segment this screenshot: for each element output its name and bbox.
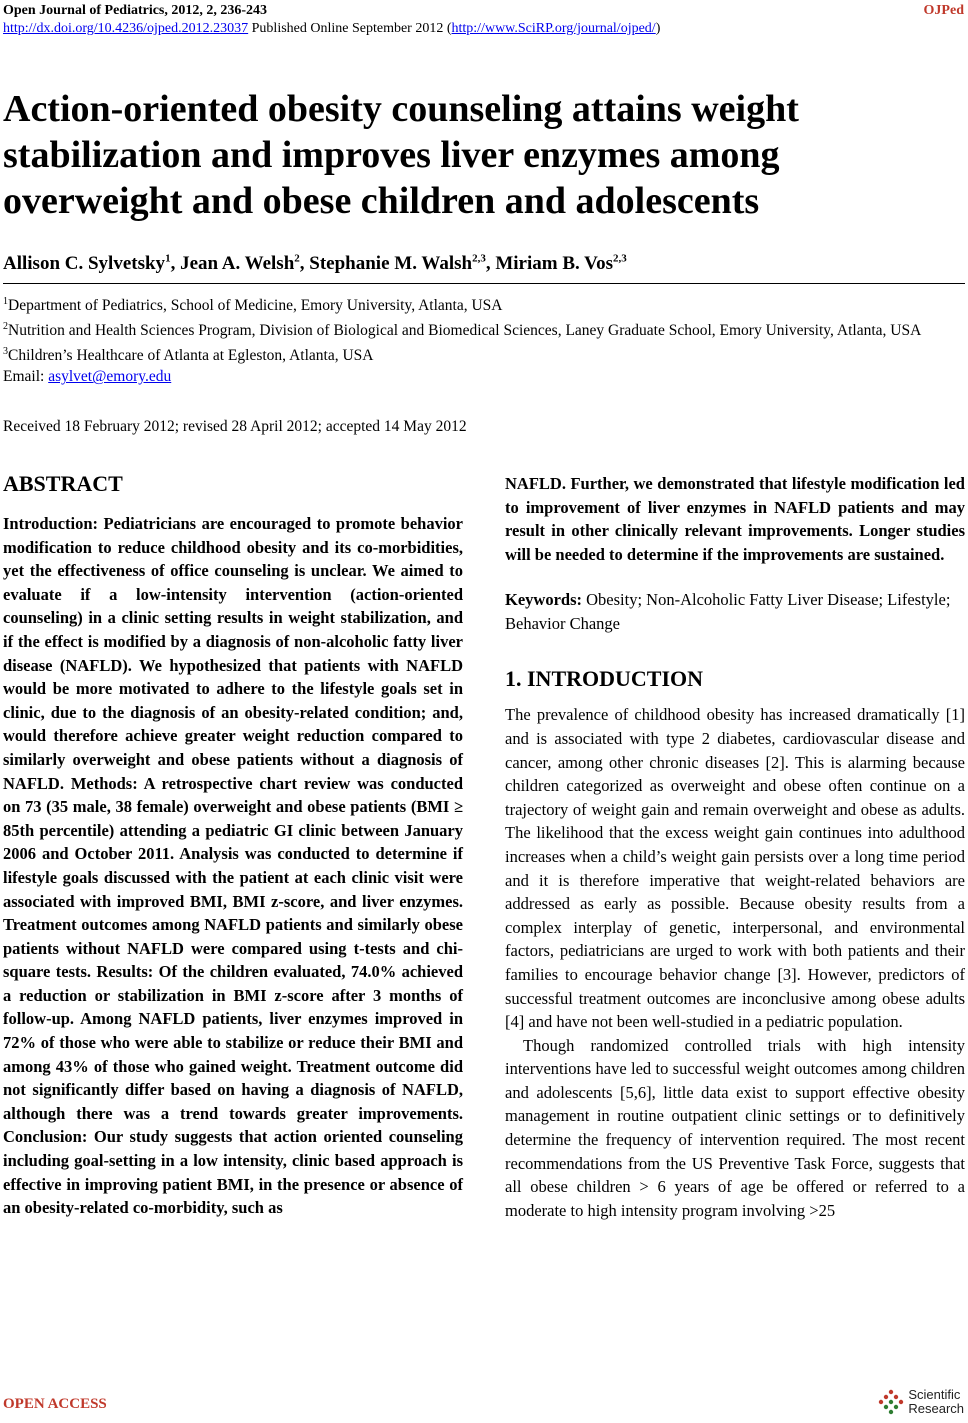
affiliation: $^2$Nutrition and Health Sciences Program, Division of Biological and Biomedical Sciences, Laney Graduate School, Emory University, Atlanta, USA (3, 321, 922, 340)
published-text: Published Online September 2012 ( (248, 21, 452, 36)
header-divider (3, 283, 965, 284)
author-list (3, 253, 627, 275)
affiliation: $^3$Children’s Healthcare of Atlanta at Egleston, Atlanta, USA (3, 346, 374, 365)
section-heading-introduction: 1. INTRODUCTION (505, 666, 704, 692)
scientific-research-logo-icon (878, 1389, 904, 1415)
logo-text: Scientific Research (908, 1387, 964, 1416)
affiliation: $^1$Department of Pediatrics, School of Medicine, Emory University, Atlanta, USA (3, 296, 503, 315)
paper-title: Action-oriented obesity counseling attains weight stabilization and improves liver enzymes among overweight and obese children and adolescents (3, 88, 799, 222)
intro-paragraph-1: The prevalence of childhood obesity has increased dramatically [1] and is associated with type 2 diabetes, cardiovascular disease and cancer, among other chronic diseases [2]. This is alarming because children categorized as overweight and obese often continue on a trajectory of weight gain and remain overweight and obese as adults. The likelihood that the excess weight gain continues into adulthood increases when a child’s weight gain persists over a long time period and it is therefore imperative that weight-related behaviors are addressed as early as possible. Because obesity results from a complex interplay of genetic, interpersonal, and environmental factors, pediatricians are urged to work with both patients and their families to encourage behavior change [3]. However, predictors of successful treatment outcomes are inconclusive among obese adults [4] and have not been well-studied in a pediatric population. (505, 705, 965, 1032)
abstract-text-right: NAFLD. Further, we demonstrated that lifestyle modification led to improvement of liver enzymes in NAFLD patients and may result in other clinically relevant improvements. Longer studies will be needed to determine if the improvements are sustained. (505, 474, 965, 564)
author: Stephanie M. Walsh$^{2,3}$, (309, 253, 496, 275)
email-line: Email: asylvet@emory.edu (3, 368, 172, 386)
journal-url-link[interactable]: http://www.SciRP.org/journal/ojped/ (451, 21, 656, 36)
open-access-label: OPEN ACCESS (3, 1396, 107, 1412)
doi-line: http://dx.doi.org/10.4236/ojped.2012.23037 Published Online September 2012 (http://www.SciRP.org/journal/ojped/) (3, 21, 661, 36)
affiliations (3, 291, 965, 387)
author: Jean A. Welsh$^2$, (180, 253, 310, 275)
journal-name: Open Journal of Pediatrics, 2012, 2, 236-243 (3, 3, 268, 18)
right-column (505, 472, 965, 1222)
received-dates: Received 18 February 2012; revised 28 April 2012; accepted 14 May 2012 (3, 418, 467, 435)
author: Miriam B. Vos$^{2,3}$ (495, 253, 627, 275)
abstract-heading: ABSTRACT (3, 471, 123, 496)
left-column (3, 470, 463, 1220)
doi-link[interactable]: http://dx.doi.org/10.4236/ojped.2012.23037 (3, 21, 249, 36)
intro-paragraph-2: Though randomized controlled trials with high intensity interventions have led to successful weight outcomes among children and adolescents [5,6], little data exist to support effective obesity management in routine outpatient clinic settings or to definitively determine the frequency of intervention required. The most recent recommendations from the US Preventive Task Force, suggests that all obese children > 6 years of age be offered or referred to a moderate to high intensity program involving >25 (505, 1035, 965, 1220)
abstract-text-left: Introduction: Pediatricians are encouraged to promote behavior modification to reduce childhood obesity and its co-morbidities, yet the effectiveness of office counseling is unclear. We aimed to evaluate if a low-intensity intervention (action-oriented counseling) in a clinic setting results in weight stabilization, and if the effect is modified by a diagnosis of non-alcoholic fatty liver disease (NAFLD). We hypothesized that patients with NAFLD would be more motivated to adhere to the lifestyle goals set in clinic, due to the diagnosis of an obesity-related condition; and, would therefore achieve greater weight reduction compared to similarly overweight and obese patients without a diagnosis of NAFLD. Methods: A retrospective chart review was conducted on 73 (35 male, 38 female) overweight and obese patients (BMI ≥ 85th percentile) attending a pediatric GI clinic between January 2006 and October 2011. Analysis was conducted to determine if lifestyle goals discussed with the patient at each clinic visit were associated with improved BMI, BMI z-score, and liver enzymes. Treatment outcomes among NAFLD patients and similarly obese patients without NAFLD were compared using t-tests and chi-square tests. Results: Of the children evaluated, 74.0% achieved a reduction or stabilization in BMI z-score after 3 months of follow-up. Among NAFLD patients, liver enzymes improved in 72% of those who were able to stabilize or reduce their BMI and among 43% of those who gained weight. Treatment outcome did not significantly differ based on having a diagnosis of NAFLD, although there was a trend towards greater improvements. Conclusion: Our study suggests that action oriented counseling including goal-setting in a low intensity, clinic based approach is effective in improving patient BMI, in the presence or absence of an obesity-related co-morbidity, such as (3, 514, 463, 1218)
journal-header (3, 2, 964, 38)
keywords: Keywords: Obesity; Non-Alcoholic Fatty Liver Disease; Lifestyle; Behavior Change (505, 590, 951, 633)
author: Allison C. Sylvetsky$^1$, (3, 253, 181, 275)
publisher-logo (878, 1388, 964, 1416)
journal-code: OJPed (923, 3, 964, 18)
email-link[interactable]: asylvet@emory.edu (48, 368, 172, 386)
